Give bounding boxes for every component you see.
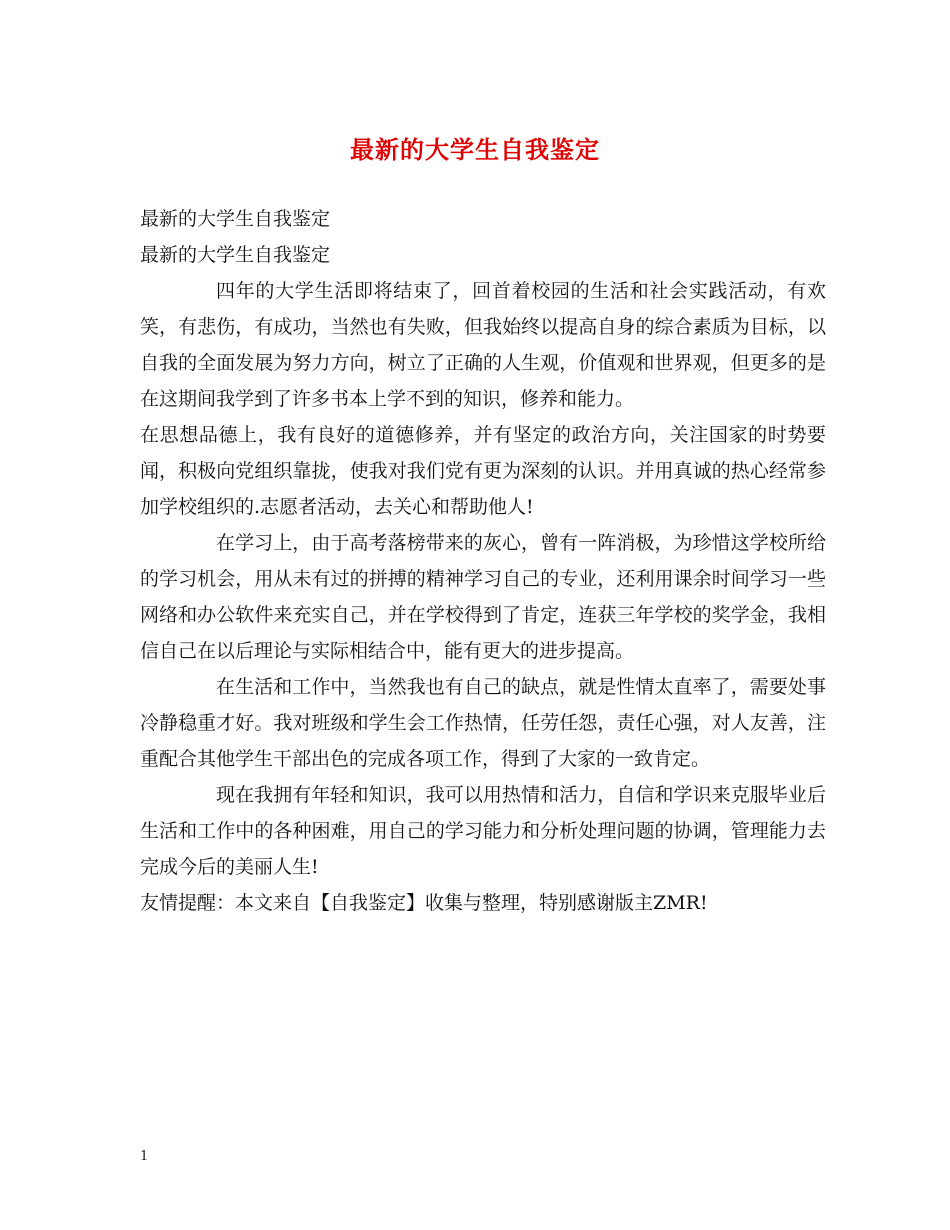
paragraph-reminder: 友情提醒：本文来自【自我鉴定】收集与整理，特别感谢版主ZMR!	[140, 892, 708, 914]
paragraph-intro: 四年的大学生活即将结束了，回首着校园的生活和社会实践活动，有欢笑，有悲伤，有成功，当然也有失败，但我始终以提高自身的综合素质为目标，以自我的全面发展为努力方向，树立了正确的人生观，价值观和世界观，但更多的是在这期间我学到了许多书本上学不到的知识，修养和能力。	[140, 280, 826, 410]
paragraph-life-work: 在生活和工作中，当然我也有自己的缺点，就是性情太直率了，需要处事冷静稳重才好。我对班级和学生会工作热情，任劳任怨，责任心强，对人友善，注重配合其他学生干部出色的完成各项工作，得到了大家的一致肯定。	[140, 676, 826, 770]
paragraph-morality: 在思想品德上，我有良好的道德修养，并有坚定的政治方向，关注国家的时势要闻，积极向党组织靠拢，使我对我们党有更为深刻的认识。并用真诚的热心经常参加学校组织的.志愿者活动，去关心和帮助他人!	[140, 424, 826, 518]
paragraph-future: 现在我拥有年轻和知识，我可以用热情和活力，自信和学识来克服毕业后生活和工作中的各种困难，用自己的学习能力和分析处理问题的协调，管理能力去完成今后的美丽人生!	[140, 784, 826, 878]
paragraph-study: 在学习上，由于高考落榜带来的灰心，曾有一阵消极，为珍惜这学校所给的学习机会，用从未有过的拼搏的精神学习自己的专业，还利用课余时间学习一些网络和办公软件来充实自己，并在学校得到了肯定，连获三年学校的奖学金，我相信自己在以后理论与实际相结合中，能有更大的进步提高。	[140, 532, 826, 662]
document-title: 最新的大学生自我鉴定	[350, 135, 600, 164]
page-number: 1	[140, 1149, 149, 1164]
document-body	[140, 201, 826, 921]
heading-line-1: 最新的大学生自我鉴定	[140, 208, 331, 230]
heading-line-2: 最新的大学生自我鉴定	[140, 244, 331, 266]
